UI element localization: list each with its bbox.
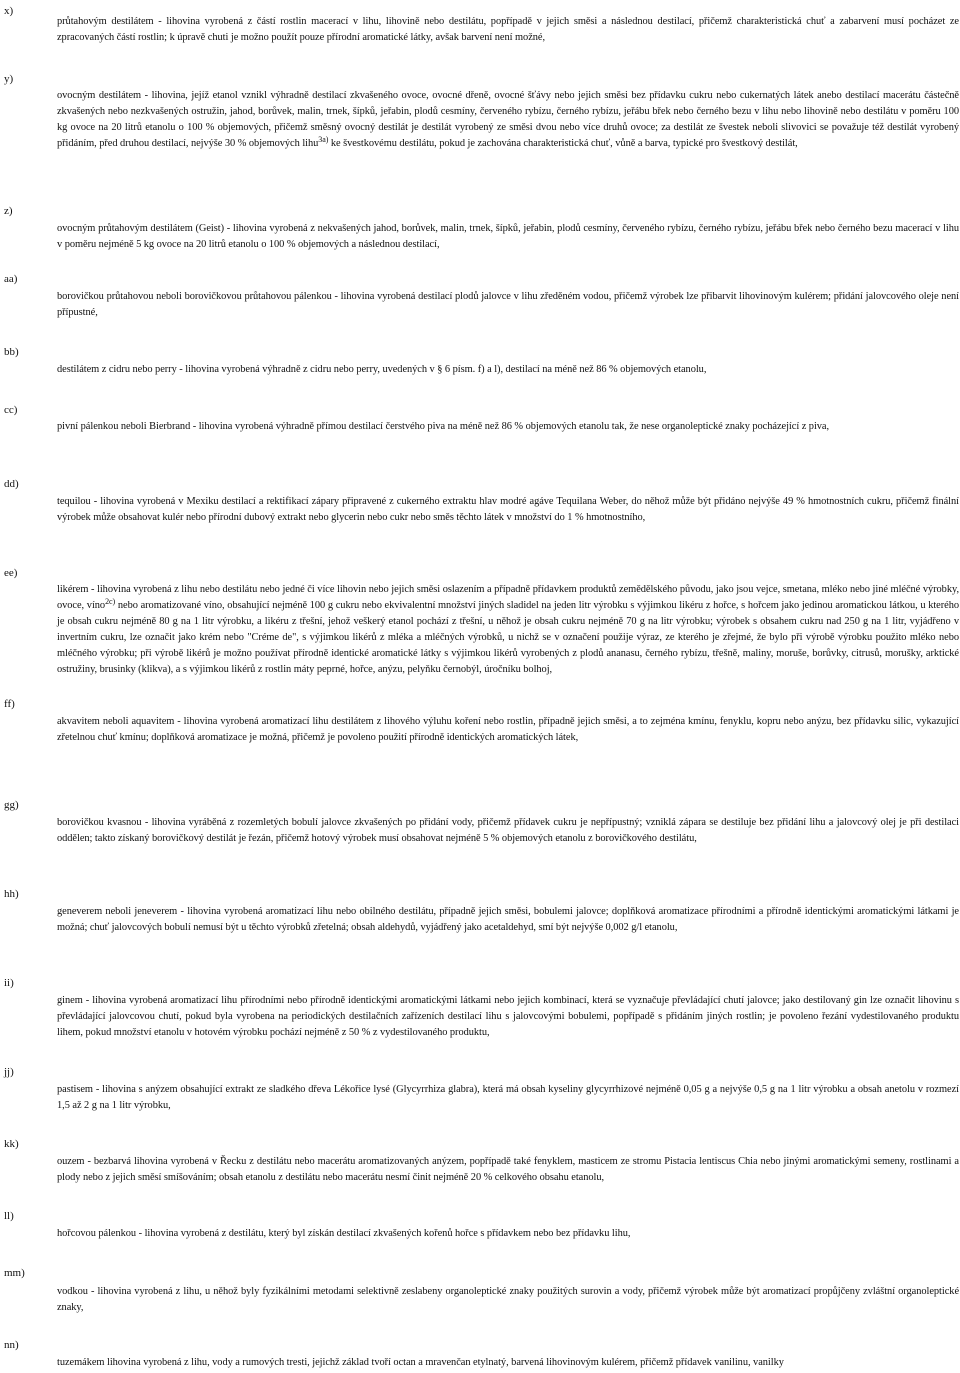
item-text: borovičkou kvasnou - lihovina vyráběná z rozemletých bobulí jalovce zkvašených po přidání vody, přičemž přídavek cukru je nepřípustný; vzniklá zápara se destiluje bez přidání lihu a jalovcový olej je při destilaci oddělen; takto získaný borovičkový destilát je řezán, přičemž hotový výrobek musí obsahovat nejméně 5 % objemových etanolu z borovičkového destilátu,: [57, 817, 959, 844]
item-text-part: ovocným destilátem - lihovina, jejíž etanol vznikl výhradně destilací zkvašeného ovoce, ovocné dřeně, ovocné šťávy nebo jejich směsi bez přídavku cukru nebo cukernatých látek anebo destilací macerátu částečně zkvašených nebo nezkvašených ostružin, jahod, borůvek, malin, trnek, šípků, jeřabin, plodů cesmíny, červeného rybízu, černého rybízu, jeřábu břek nebo černého bezu v lihu nebo lihovině nebo destilátu v poměru 100 kg ovoce na 20 litrů etanolu o 100 % objemových, přičemž směsný ovocný destilát je destilát vyrobený ze směsi dvou nebo více druhů ovoce; za destilát ze švestek neboli slivovici se považuje též destilát vyrobený přidáním, před druhou destilací, nejvýše 30 % objemových lihu: [57, 90, 959, 149]
item-label: dd): [4, 478, 19, 490]
item-label: ll): [4, 1210, 14, 1222]
item-text: pivní pálenkou neboli Bierbrand - lihovina vyrobená výhradně přímou destilací čerstvého piva na méně než 86 % objemových etanolu tak, že nese organoleptické znaky pocházející z piva,: [57, 421, 830, 432]
item-label: cc): [4, 404, 18, 416]
item-label: aa): [4, 273, 18, 285]
item-text-part: ke švestkovému destilátu, pokud je zachována charakteristická chuť, vůně a barva, typické pro švestkový destilát,: [328, 138, 798, 149]
item-text: borovičkou průtahovou neboli borovičkovou průtahovou pálenkou - lihovina vyrobená destilací plodů jalovce v lihu zředěném vodou, přičemž výrobek lze přibarvit lihovinovým kulérem; přidání jalovcového oleje není přípustné,: [57, 291, 959, 318]
item-label: x): [4, 5, 14, 17]
item-label: y): [4, 73, 14, 85]
item-label: hh): [4, 888, 19, 900]
item-label: jj): [4, 1066, 14, 1078]
footnote-ref: 3a): [318, 135, 329, 144]
item-text: průtahovým destilátem - lihovina vyrobená z částí rostlin macerací v lihu, lihovině nebo destilátu, popřípadě v jejich směsi a následnou destilací, přičemž charakteristická chuť a zabarvení musí pocházet ze zpracovaných částí rostlin; k úpravě chuti je možno použít pouze přírodní aromatické látky, avšak barvení není možné,: [57, 16, 959, 43]
item-text: vodkou - lihovina vyrobená z lihu, u něhož byly fyzikálními metodami selektivně zeslabeny organoleptické znaky použitých surovin a vody, přičemž výrobek může být aromatizací propůjčeny zvláštní organoleptické znaky,: [57, 1286, 959, 1313]
item-text: pastisem - lihovina s anýzem obsahující extrakt ze sladkého dřeva Lékořice lysé (Glycyrrhiza glabra), která má obsah kyseliny glycyrrhizové nejméně 0,05 g a nejvýše 0,5 g na 1 litr výrobku a obsah anetolu v rozmezí 1,5 až 2 g na 1 litr výrobku,: [57, 1084, 959, 1111]
item-label: nn): [4, 1339, 19, 1351]
item-text: hořcovou pálenkou - lihovina vyrobená z destilátu, který byl získán destilací zkvašených kořenů hořce s přídavkem nebo bez přídavku lihu,: [57, 1228, 631, 1239]
item-text: geneverem neboli jeneverem - lihovina vyrobená aromatizací lihu nebo obilného destilátu, případně jejich směsi, bobulemi jalovce; doplňková aromatizace přírodními a přírodně identickými aromatickými látkami je možná; chuť jalovcových bobulí nemusí být u těchto výrobků zřetelná; obsah aldehydů, vyjádřený jako acetaldehyd, smí být nejvýše 0,002 g/l etanolu,: [57, 906, 959, 933]
item-text: [57, 88, 959, 152]
item-text: akvavitem neboli aquavitem - lihovina vyrobená aromatizací lihu destilátem z lihového výluhu koření nebo rostlin, případně jejich směsi, a to zejména kmínu, fenyklu, kopru nebo anýzu, bez přídavku silic, vykazující zřetelnou chuť kmínu; doplňková aromatizace je možná, přičemž je povoleno použití přírodně identických aromatických látek,: [57, 716, 959, 743]
item-label: kk): [4, 1138, 19, 1150]
item-text: [57, 582, 959, 678]
item-label: bb): [4, 346, 19, 358]
item-text: tequilou - lihovina vyrobená v Mexiku destilací a rektifikací zápary připravené z cukerného extraktu hlav modré agáve Tequilana Weber, do něhož může být přidáno nejvýše 49 % hmotnostních cukru, přičemž finální výrobek může obsahovat kulér nebo přírodní dubový extrakt nebo glycerin nebo cukr nebo směs těchto látek v množství do 1 % hmotnostního,: [57, 496, 959, 523]
item-text: ginem - lihovina vyrobená aromatizací lihu přírodními nebo přírodně identickými aromatickými látkami nebo jejich kombinací, která se vyznačuje převládající chutí jalovce; jako destilovaný gin lze označit lihovinu s převládající jalovcovou chutí, pokud byla vyrobena na periodických destilačních zařízeních destilací lihu s jalovcovými bobulemi, popřípadě s přidáním jiných rostlin; je povoleno řezání vydestilovaného produktu lihem, pokud množství etanolu v hotovém výrobku pochází nejméně z 50 % z vydestilovaného produktu,: [57, 995, 959, 1038]
item-label: z): [4, 205, 13, 217]
item-label: mm): [4, 1267, 25, 1279]
item-text: ouzem - bezbarvá lihovina vyrobená v Řecku z destilátu nebo macerátu aromatizovaných anýzem, popřípadě také fenyklem, masticem ze stromu Pistacia lentiscus Chia nebo jinými aromatickými semeny, rostlinami a plody nebo z jejich směsí smíšováním; obsah etanolu z destilátu nebo macerátu nesmí činit nejméně 20 % celkového obsahu etanolu,: [57, 1156, 959, 1183]
item-text: destilátem z cidru nebo perry - lihovina vyrobená výhradně z cidru nebo perry, uvedených v § 6 písm. f) a l), destilací na méně než 86 % objemových etanolu,: [57, 364, 707, 375]
item-label: gg): [4, 799, 19, 811]
item-text-part: likérem - lihovina vyrobená z lihu nebo destilátu nebo jedné či více lihovin nebo jejich směsi oslazením a případně přídavkem produktů zemědělského původu, jako jsou vejce, smetana, mléko nebo jiné mléčné výrobky, ovoce, víno: [57, 584, 959, 611]
item-label: ff): [4, 698, 15, 710]
item-text: tuzemákem lihovina vyrobená z lihu, vody a rumových tresti, jejichž základ tvoří octan a mravenčan etylnatý, barvená lihovinovým kulérem, přičemž přídavek vanilinu, vanilky: [57, 1357, 784, 1368]
item-label: ee): [4, 567, 18, 579]
item-text-part: nebo aromatizované víno, obsahující nejméně 100 g cukru nebo ekvivalentní množství jiných sladidel na jeden litr výrobku s výjimkou likéru z hořce, s hořcem jako jedinou aromatickou látkou, u kterého je obsah cukru nejméně 80 g na 1 litr výrobku, a likéru z třešní, jehož veškerý etanol pochází z třešní, u něhož je obsah cukru nejméně 70 g na litr výrobku; výrobek s obsahem cukru nad 250 g na 1 litr, vyjádřeno v invertním cukru, lze označit jako krém nebo "Créme de", s výjimkou likérů z mléka a mléčných výrobků, u nichž se v označení použije výraz, ze kterého je zřejmé, že bylo při výrobě výrobku použito mléko nebo mléčného výrobku; při výrobě likérů je možno používat přírodně identické aromatické látky s výjimkou likérů vyrobených z plodů ananasu, černého rybízu, třešně, maliny, moruše, borůvky, citrusů, morušky, arktické ostružiny, brusinky (klikva), a s výjimkou likérů z rostlin máty peprné, hořce, anýzu, pelyňku černobýl, úročníku bolhoj,: [57, 600, 959, 675]
item-label: ii): [4, 977, 14, 989]
footnote-ref: 2c): [105, 597, 116, 606]
item-text: ovocným průtahovým destilátem (Geist) - lihovina vyrobená z nekvašených jahod, borůvek, malin, trnek, šípků, jeřabin, plodů cesmíny, červeného rybízu, černého rybízu, jeřábu břek nebo černého bezu macerací v lihu v poměru nejméně 5 kg ovoce na 20 litrů etanolu o 100 % objemových a následnou destilací,: [57, 223, 959, 250]
